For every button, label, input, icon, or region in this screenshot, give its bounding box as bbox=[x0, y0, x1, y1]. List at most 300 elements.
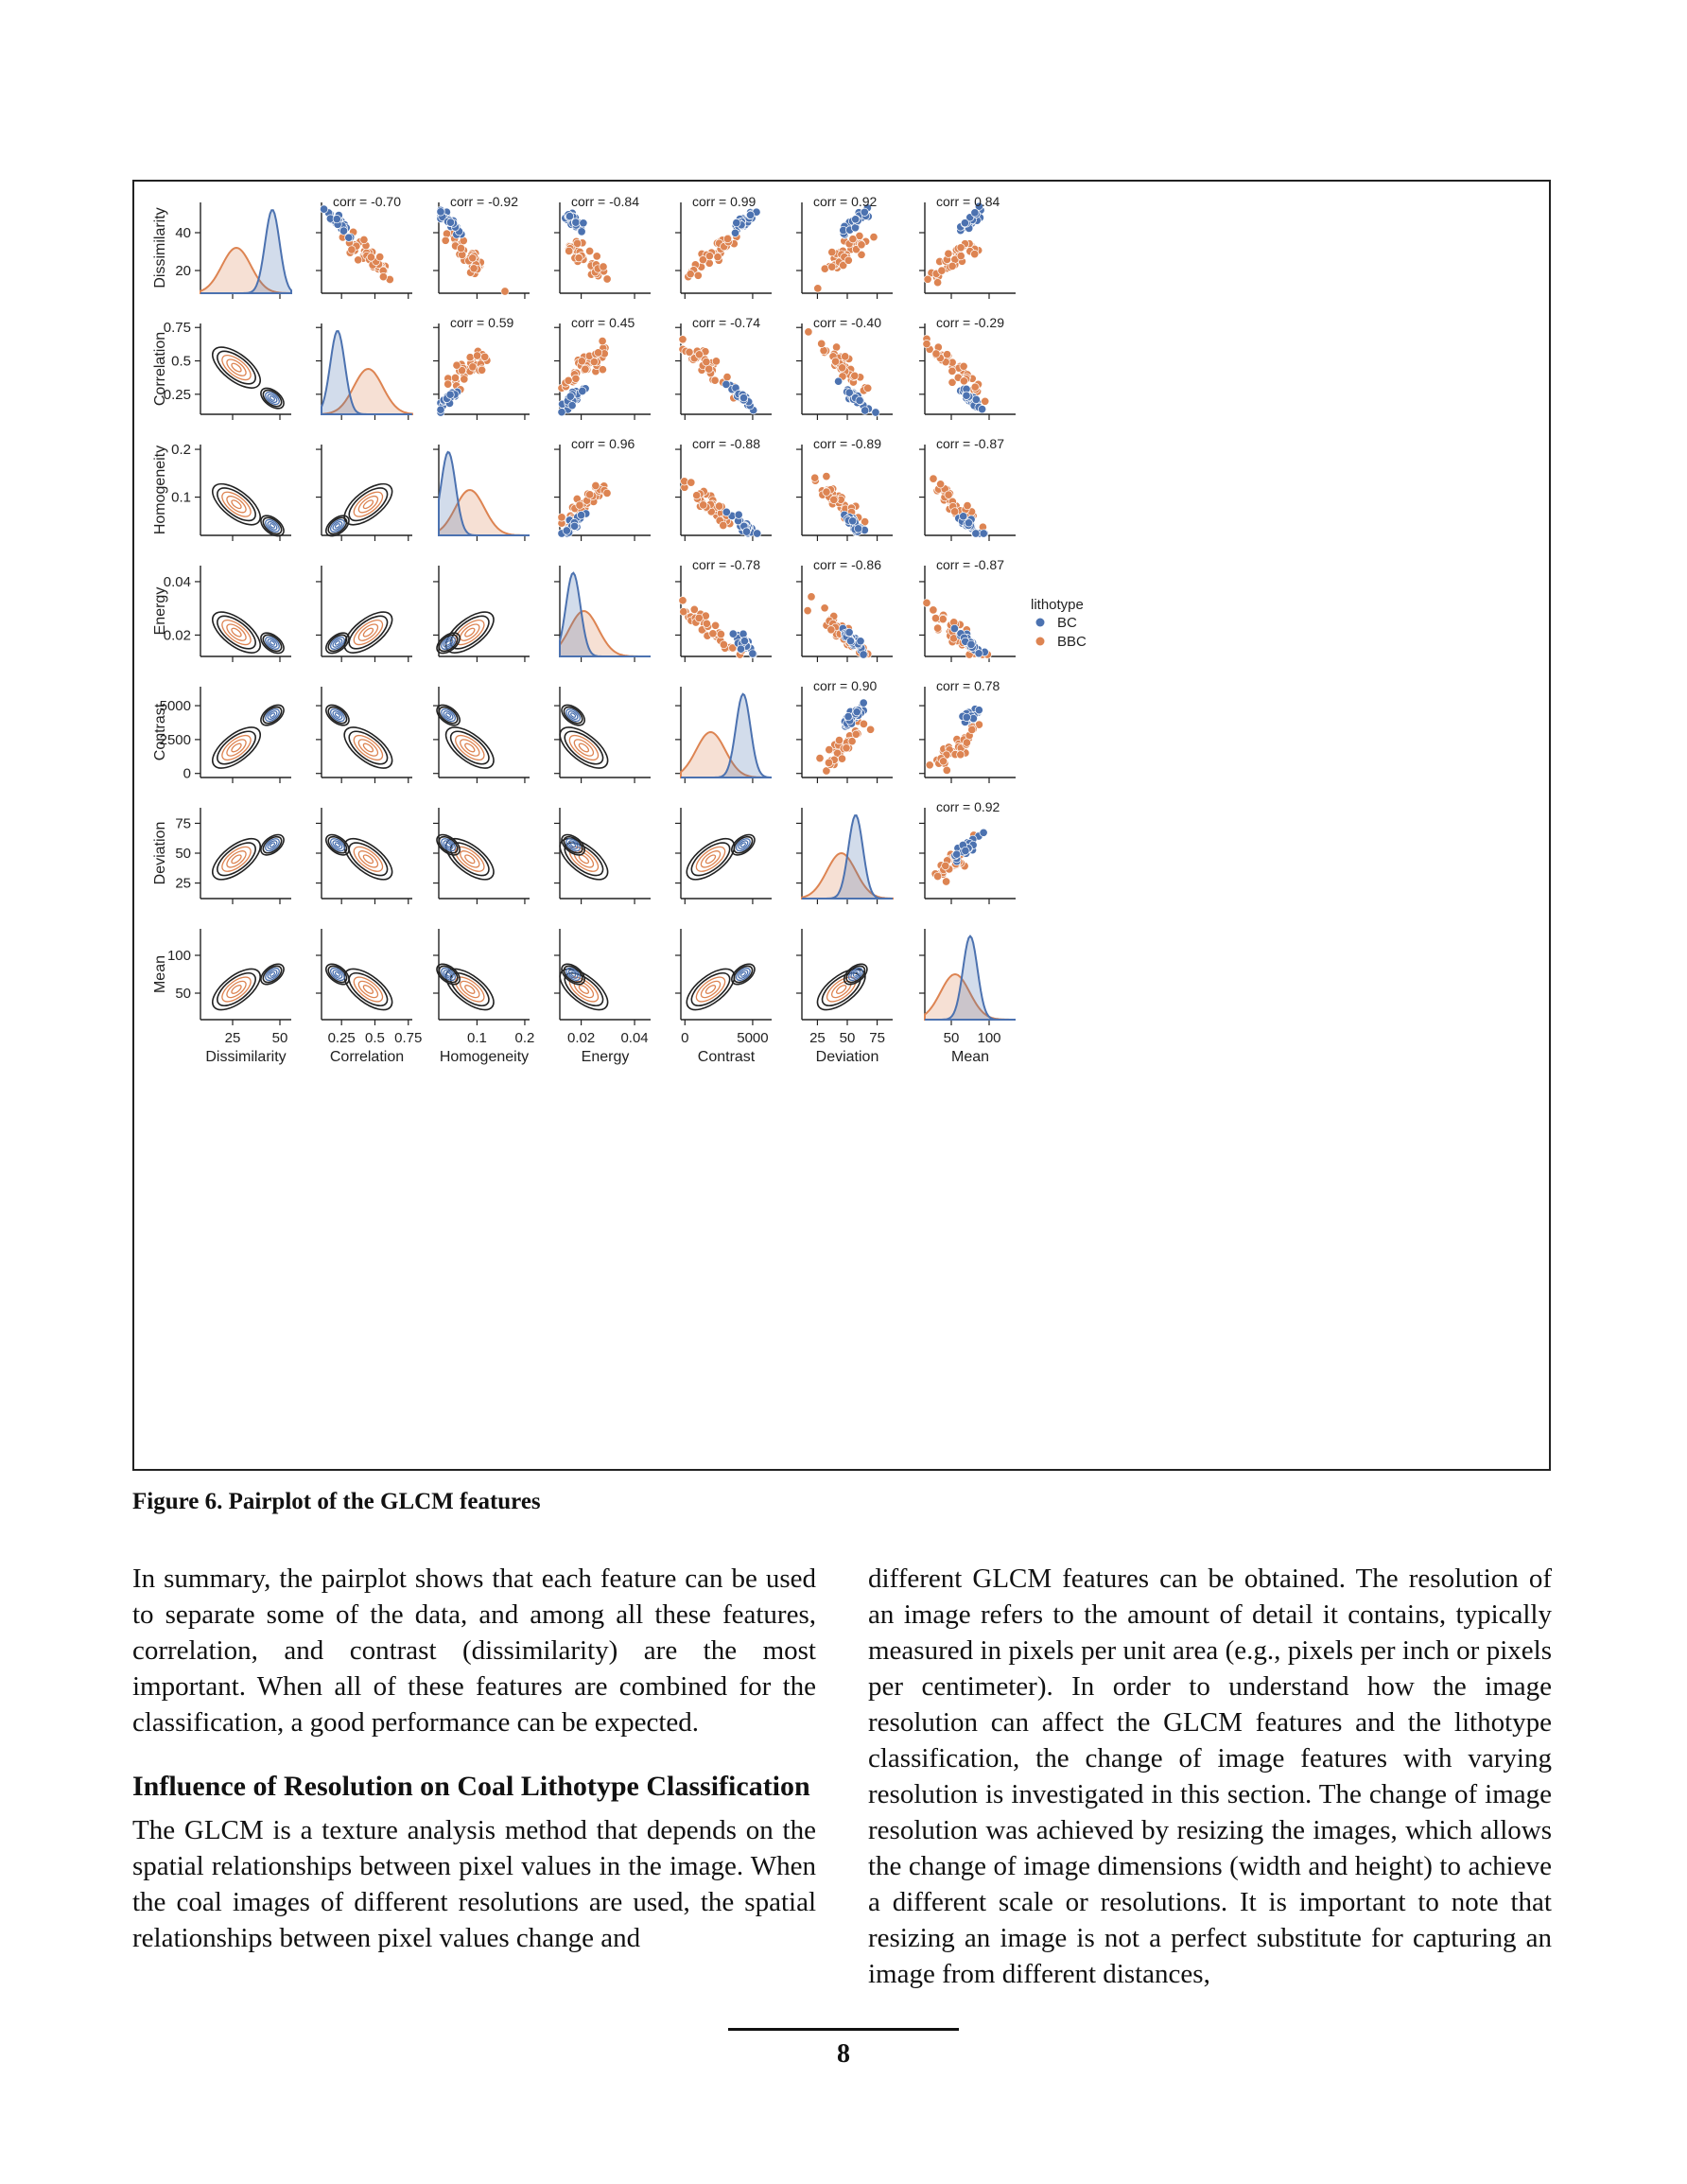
page-number: 8 bbox=[837, 2039, 850, 2069]
section-heading: Influence of Resolution on Coal Lithotype Classification bbox=[132, 1771, 810, 1802]
scatter-point-bc bbox=[578, 228, 585, 236]
scatter-point-bbc bbox=[943, 766, 950, 774]
kde-contour-bc bbox=[263, 707, 281, 724]
scatter-point-bc bbox=[846, 638, 854, 645]
correlation-label: corr = -0.70 bbox=[333, 194, 401, 209]
kde-contour-bbc bbox=[224, 493, 249, 515]
scatter-point-bbc bbox=[823, 488, 830, 496]
scatter-point-bbc bbox=[599, 337, 606, 344]
scatter-point-bc bbox=[579, 387, 586, 394]
kde-contour-bc bbox=[565, 966, 583, 983]
kde-contour-bbc bbox=[356, 621, 380, 644]
scatter-point-bbc bbox=[923, 599, 930, 606]
scatter-point-bc bbox=[739, 393, 747, 401]
scatter-point-bbc bbox=[705, 365, 713, 373]
kde-contour-bbc bbox=[218, 351, 255, 384]
scatter-point-bbc bbox=[603, 275, 611, 283]
kde-contour-bbc bbox=[692, 843, 729, 876]
scatter-point-bbc bbox=[712, 358, 720, 365]
scatter-point-bbc bbox=[932, 350, 940, 358]
scatter-point-bbc bbox=[939, 758, 947, 765]
paragraph: The GLCM is a texture analysis method that depends on the spatial relationships between pixel values in the image. When the coal images of different resolutions are used, the spatial relationships between pixel values change and bbox=[132, 1815, 816, 1953]
kde-contour-bbc bbox=[440, 961, 501, 1017]
scatter-point-bc bbox=[849, 517, 857, 525]
kde-contour-bbc bbox=[458, 978, 482, 1001]
scatter-point-bbc bbox=[823, 472, 830, 480]
scatter-point-bbc bbox=[558, 514, 565, 521]
correlation-label: corr = 0.96 bbox=[571, 436, 635, 451]
scatter-point-bbc bbox=[680, 608, 687, 616]
row-axis-label: Contrast bbox=[152, 703, 168, 761]
kde-contour-bc bbox=[257, 960, 287, 988]
kde-contour-bbc bbox=[218, 487, 255, 520]
kde-contour-bbc bbox=[218, 843, 255, 876]
scatter-point-bbc bbox=[461, 376, 468, 383]
column-axis-label: Dissimilarity bbox=[205, 1049, 287, 1065]
scatter-point-bbc bbox=[720, 640, 727, 648]
scatter-point-bbc bbox=[699, 256, 706, 264]
row-axis-label: Correlation bbox=[152, 331, 168, 407]
scatter-point-bbc bbox=[942, 862, 949, 869]
scatter-point-bc bbox=[568, 402, 576, 410]
scatter-point-bc bbox=[558, 409, 565, 416]
scatter-point-bc bbox=[834, 377, 842, 385]
scatter-point-bc bbox=[861, 407, 869, 414]
kde-contour-bbc bbox=[206, 477, 268, 533]
y-tick-label: 0.2 bbox=[171, 442, 191, 459]
figure-caption: Figure 6. Pairplot of the GLCM features bbox=[132, 1489, 541, 1514]
scatter-point-bbc bbox=[348, 246, 356, 253]
kde-contour-bbc bbox=[680, 831, 741, 887]
scatter-point-bbc bbox=[679, 336, 687, 343]
y-tick-label: 100 bbox=[166, 948, 191, 964]
scatter-point-bbc bbox=[565, 247, 573, 254]
scatter-point-bc bbox=[975, 707, 983, 714]
correlation-label: corr = 0.92 bbox=[813, 194, 878, 209]
scatter-point-bbc bbox=[852, 730, 860, 738]
kde-contour-bc bbox=[257, 629, 287, 657]
scatter-point-bbc bbox=[835, 736, 843, 743]
kde-contour-bc bbox=[322, 960, 353, 988]
paragraph: In summary, the pairplot shows that each feature can be used to separate some of the data, and among all these features, correlation, and contrast (dissimilarity) are the most important. When all of these features are combined for the classification, a good performance can be expected. bbox=[132, 1564, 816, 1738]
scatter-point-bc bbox=[580, 219, 587, 227]
scatter-point-bbc bbox=[816, 754, 824, 761]
scatter-point-bbc bbox=[603, 489, 611, 497]
scatter-point-bbc bbox=[866, 725, 874, 733]
scatter-point-bbc bbox=[478, 366, 485, 374]
scatter-point-bbc bbox=[821, 604, 828, 612]
scatter-point-bbc bbox=[838, 755, 845, 762]
scatter-point-bc bbox=[345, 234, 353, 241]
scatter-point-bbc bbox=[923, 340, 930, 347]
scatter-point-bbc bbox=[687, 271, 694, 278]
x-tick-label: 75 bbox=[869, 1030, 885, 1046]
scatter-point-bbc bbox=[582, 365, 589, 373]
scatter-point-bbc bbox=[687, 479, 695, 486]
scatter-point-bbc bbox=[723, 235, 731, 242]
scatter-point-bbc bbox=[711, 621, 719, 629]
kde-contour-bc bbox=[328, 707, 346, 724]
x-tick-label: 0 bbox=[681, 1030, 689, 1046]
scatter-point-bbc bbox=[936, 480, 944, 488]
column-axis-label: Deviation bbox=[815, 1049, 879, 1065]
scatter-point-bbc bbox=[600, 263, 607, 271]
scatter-point-bc bbox=[854, 525, 861, 533]
scatter-point-bbc bbox=[948, 262, 956, 270]
scatter-point-bbc bbox=[466, 354, 474, 361]
scatter-point-bbc bbox=[933, 279, 941, 287]
scatter-point-bbc bbox=[849, 236, 857, 243]
scatter-point-bbc bbox=[457, 244, 464, 252]
y-tick-label: 50 bbox=[175, 986, 191, 1002]
scatter-point-bbc bbox=[858, 241, 865, 249]
kde-contour-bbc bbox=[350, 972, 387, 1005]
scatter-point-bbc bbox=[573, 239, 581, 247]
scatter-point-bbc bbox=[830, 496, 838, 503]
y-tick-label: 40 bbox=[175, 225, 191, 241]
legend bbox=[1031, 597, 1087, 650]
correlation-label: corr = -0.78 bbox=[692, 557, 760, 572]
scatter-point-bbc bbox=[844, 256, 852, 264]
scatter-point-bbc bbox=[717, 630, 724, 638]
scatter-point-bbc bbox=[481, 353, 489, 360]
kde-contour-bc bbox=[257, 701, 287, 729]
scatter-point-bbc bbox=[501, 288, 509, 295]
scatter-point-bbc bbox=[930, 475, 937, 482]
scatter-point-bc bbox=[437, 406, 444, 413]
scatter-point-bbc bbox=[586, 491, 594, 498]
scatter-point-bbc bbox=[828, 248, 836, 255]
scatter-point-bc bbox=[729, 630, 737, 638]
kde-contour-bbc bbox=[571, 737, 596, 760]
kde-contour-bbc bbox=[553, 831, 615, 887]
kde-contour-bc bbox=[325, 515, 350, 537]
scatter-point-bbc bbox=[828, 263, 836, 271]
y-tick-label: 20 bbox=[175, 263, 191, 279]
scatter-point-bbc bbox=[831, 358, 839, 365]
kde-contour-bc bbox=[731, 833, 756, 856]
pairplot-chart bbox=[134, 182, 1549, 1469]
scatter-point-bbc bbox=[804, 606, 811, 614]
kde-contour-bbc bbox=[206, 831, 268, 887]
scatter-point-bc bbox=[563, 527, 570, 534]
y-tick-label: 0.25 bbox=[163, 386, 191, 403]
scatter-point-bbc bbox=[723, 373, 731, 380]
text-column-left bbox=[132, 1561, 816, 1956]
scatter-point-bc bbox=[737, 645, 744, 653]
scatter-point-bbc bbox=[963, 739, 970, 746]
y-tick-label: 0.75 bbox=[163, 320, 191, 337]
y-tick-label: 0 bbox=[183, 765, 191, 782]
scatter-point-bbc bbox=[709, 630, 717, 638]
scatter-point-bc bbox=[961, 219, 968, 227]
correlation-label: corr = 0.59 bbox=[450, 315, 514, 330]
scatter-point-bbc bbox=[943, 351, 950, 358]
kde-contour-bc bbox=[328, 517, 346, 534]
scatter-point-bbc bbox=[715, 502, 722, 510]
scatter-point-bbc bbox=[848, 738, 856, 745]
scatter-point-bc bbox=[733, 218, 740, 226]
scatter-point-bc bbox=[565, 212, 573, 219]
kde-contour-bbc bbox=[350, 731, 387, 764]
scatter-point-bbc bbox=[442, 236, 449, 244]
scatter-point-bc bbox=[446, 391, 454, 398]
scatter-point-bbc bbox=[945, 491, 952, 498]
kde-contour-bbc bbox=[680, 961, 741, 1017]
scatter-point-bc bbox=[740, 638, 748, 645]
x-tick-label: 0.75 bbox=[394, 1030, 423, 1046]
y-tick-label: 0.02 bbox=[163, 627, 191, 644]
scatter-point-bbc bbox=[957, 244, 965, 252]
scatter-point-bbc bbox=[842, 353, 849, 360]
row-axis-label: Mean bbox=[152, 954, 168, 994]
scatter-point-bbc bbox=[714, 253, 722, 261]
y-tick-label: 2500 bbox=[159, 731, 191, 748]
kde-contour-bbc bbox=[224, 847, 249, 870]
footer-rule bbox=[728, 2028, 959, 2031]
scatter-point-bbc bbox=[453, 361, 461, 369]
scatter-point-bc bbox=[746, 211, 754, 218]
scatter-point-bbc bbox=[703, 358, 710, 365]
scatter-point-bc bbox=[967, 640, 975, 648]
kde-contour-bc bbox=[257, 830, 287, 859]
legend-label-bbc: BBC bbox=[1057, 634, 1087, 650]
kde-contour-bc bbox=[260, 963, 285, 986]
text-column-right bbox=[868, 1561, 1552, 1992]
kde-contour-bc bbox=[260, 632, 285, 655]
kde-contour-bc bbox=[558, 701, 588, 729]
kde-contour-bc bbox=[731, 963, 756, 986]
kde-contour-bbc bbox=[356, 493, 380, 515]
kde-contour-bc bbox=[328, 966, 346, 983]
scatter-point-bbc bbox=[960, 377, 967, 385]
kde-contour-bc bbox=[263, 635, 281, 652]
scatter-point-bbc bbox=[576, 501, 583, 509]
kde-contour-bbc bbox=[553, 720, 615, 776]
kde-contour-bc bbox=[260, 704, 285, 726]
kde-contour-bc bbox=[263, 966, 281, 983]
scatter-point-bbc bbox=[957, 751, 965, 759]
kde-contour-bc bbox=[328, 836, 346, 853]
paragraph: different GLCM features can be obtained. The resolution of an image refers to the amount of detail it contains, typically measured in pixels per unit area (e.g., pixels per inch or pixels per centimeter). In order to understand how the image resolution can affect the GLCM features and the lithotype classification, the change of image features with varying resolution is investigated in this section. The change of image resolution was achieved by resizing the images, which allows the change of image dimensions (width and height) to achieve a different scale or resolutions. It is important to note that resizing an image is not a perfect substitute for capturing an image from different distances, bbox=[868, 1564, 1552, 1989]
column-axis-label: Energy bbox=[581, 1049, 630, 1065]
kde-contour-bbc bbox=[356, 978, 380, 1001]
row-axis-label: Dissimilarity bbox=[152, 207, 168, 288]
scatter-point-bbc bbox=[700, 501, 707, 509]
scatter-point-bbc bbox=[355, 256, 362, 264]
x-tick-label: 50 bbox=[943, 1030, 960, 1046]
scatter-point-bbc bbox=[585, 247, 593, 254]
kde-contour-bbc bbox=[458, 621, 482, 644]
scatter-point-bbc bbox=[575, 254, 583, 262]
scatter-point-bbc bbox=[930, 606, 937, 614]
kde-contour-bbc bbox=[338, 604, 399, 660]
x-tick-label: 0.04 bbox=[620, 1030, 649, 1046]
kde-contour-bbc bbox=[218, 972, 255, 1005]
scatter-point-bc bbox=[739, 630, 747, 638]
kde-contour-bc bbox=[440, 707, 458, 724]
scatter-point-bbc bbox=[818, 340, 826, 347]
scatter-point-bbc bbox=[720, 521, 727, 529]
scatter-point-bbc bbox=[686, 348, 693, 356]
kde-curve-bc bbox=[802, 815, 893, 899]
scatter-point-bbc bbox=[594, 349, 601, 357]
kde-contour-bbc bbox=[338, 961, 399, 1017]
scatter-point-bc bbox=[872, 409, 879, 416]
scatter-point-bbc bbox=[864, 384, 872, 392]
scatter-point-bbc bbox=[593, 253, 600, 260]
scatter-point-bc bbox=[570, 522, 578, 530]
scatter-point-bbc bbox=[843, 744, 850, 752]
scatter-point-bc bbox=[749, 650, 757, 657]
scatter-point-bc bbox=[856, 396, 863, 404]
scatter-point-bbc bbox=[376, 253, 384, 260]
kde-contour-bc bbox=[263, 517, 281, 534]
scatter-point-bc bbox=[731, 229, 739, 236]
scatter-point-bbc bbox=[599, 366, 606, 374]
kde-contour-bc bbox=[263, 836, 281, 853]
kde-contour-bc bbox=[328, 635, 346, 652]
kde-contour-bbc bbox=[440, 720, 501, 776]
legend-label-bc: BC bbox=[1057, 615, 1077, 631]
scatter-point-bbc bbox=[470, 265, 478, 272]
x-tick-label: 50 bbox=[839, 1030, 856, 1046]
scatter-point-bc bbox=[320, 205, 327, 213]
legend-marker-bbc bbox=[1036, 638, 1045, 646]
scatter-point-bbc bbox=[451, 374, 459, 381]
kde-contour-bc bbox=[260, 387, 285, 410]
scatter-point-bbc bbox=[860, 720, 867, 727]
figure-frame bbox=[132, 180, 1551, 1471]
row-axis-label: Homogeneity bbox=[152, 445, 168, 535]
kde-contour-bc bbox=[436, 704, 461, 726]
scatter-point-bbc bbox=[838, 364, 845, 372]
kde-contour-bbc bbox=[451, 731, 488, 764]
legend-marker-bc bbox=[1036, 619, 1045, 627]
scatter-point-bc bbox=[861, 208, 868, 216]
scatter-point-bbc bbox=[444, 380, 452, 388]
kde-contour-bc bbox=[846, 966, 864, 983]
kde-contour-bc bbox=[322, 629, 353, 657]
scatter-point-bbc bbox=[695, 351, 703, 358]
column-axis-label: Contrast bbox=[697, 1049, 756, 1065]
scatter-point-bbc bbox=[933, 624, 941, 632]
scatter-point-bc bbox=[965, 519, 972, 527]
kde-contour-bbc bbox=[206, 340, 268, 395]
kde-contour-bc bbox=[260, 515, 285, 537]
x-tick-label: 25 bbox=[224, 1030, 241, 1046]
column-axis-label: Correlation bbox=[329, 1049, 405, 1065]
scatter-point-bbc bbox=[945, 250, 952, 257]
scatter-point-bc bbox=[446, 218, 454, 226]
scatter-point-bbc bbox=[964, 501, 971, 509]
scatter-point-bc bbox=[975, 650, 983, 657]
kde-contour-bbc bbox=[224, 621, 249, 644]
x-tick-label: 50 bbox=[271, 1030, 288, 1046]
kde-contour-bc bbox=[325, 704, 350, 726]
scatter-point-bbc bbox=[693, 492, 701, 499]
scatter-point-bc bbox=[972, 530, 980, 537]
scatter-point-bbc bbox=[957, 252, 965, 259]
kde-contour-bbc bbox=[224, 737, 249, 760]
scatter-point-bc bbox=[962, 847, 969, 854]
scatter-point-bbc bbox=[982, 397, 989, 405]
correlation-label: corr = -0.86 bbox=[813, 557, 881, 572]
scatter-point-bc bbox=[860, 699, 867, 707]
scatter-point-bc bbox=[722, 508, 730, 515]
kde-contour-bc bbox=[561, 833, 585, 856]
correlation-label: corr = 0.78 bbox=[936, 678, 1000, 693]
x-tick-label: 0.1 bbox=[466, 1030, 487, 1046]
x-tick-label: 5000 bbox=[737, 1030, 769, 1046]
scatter-point-bc bbox=[963, 392, 970, 399]
scatter-point-bbc bbox=[703, 620, 710, 627]
scatter-point-bc bbox=[860, 651, 867, 658]
kde-contour-bbc bbox=[224, 978, 249, 1001]
scatter-point-bbc bbox=[960, 362, 967, 370]
scatter-point-bc bbox=[971, 209, 979, 217]
scatter-point-bbc bbox=[826, 745, 833, 753]
scatter-point-bc bbox=[754, 530, 761, 537]
scatter-point-bc bbox=[742, 528, 750, 535]
correlation-label: corr = 0.84 bbox=[936, 194, 1000, 209]
scatter-point-bbc bbox=[367, 253, 374, 261]
column-axis-label: Homogeneity bbox=[439, 1049, 530, 1065]
x-tick-label: 0.02 bbox=[566, 1030, 596, 1046]
y-tick-label: 0.04 bbox=[163, 573, 191, 590]
scatter-point-bc bbox=[963, 713, 970, 721]
correlation-label: corr = -0.87 bbox=[936, 557, 1004, 572]
kde-contour-bbc bbox=[206, 604, 268, 660]
correlation-label: corr = -0.88 bbox=[692, 436, 760, 451]
kde-contour-bc bbox=[565, 707, 583, 724]
kde-contour-bbc bbox=[218, 616, 255, 649]
y-tick-label: 25 bbox=[175, 875, 191, 892]
scatter-point-bbc bbox=[821, 265, 828, 272]
scatter-point-bbc bbox=[971, 383, 979, 391]
scatter-point-bc bbox=[853, 708, 861, 716]
scatter-point-bbc bbox=[474, 352, 481, 359]
scatter-point-bbc bbox=[379, 272, 387, 280]
scatter-point-bbc bbox=[971, 250, 979, 257]
scatter-point-bc bbox=[722, 380, 730, 388]
scatter-point-bbc bbox=[814, 285, 822, 292]
legend-title: lithotype bbox=[1031, 597, 1084, 613]
scatter-point-bc bbox=[857, 638, 864, 645]
scatter-point-bc bbox=[566, 393, 574, 400]
scatter-point-bbc bbox=[695, 614, 703, 621]
scatter-point-bbc bbox=[926, 761, 933, 769]
kde-contour-bc bbox=[436, 963, 461, 986]
scatter-point-bc bbox=[852, 216, 860, 223]
kde-contour-bbc bbox=[218, 731, 255, 764]
column-axis-label: Mean bbox=[950, 1049, 990, 1065]
scatter-point-bc bbox=[960, 513, 967, 520]
scatter-point-bbc bbox=[924, 275, 931, 283]
scatter-point-bc bbox=[572, 218, 580, 226]
y-tick-label: 0.5 bbox=[171, 353, 191, 370]
kde-contour-bbc bbox=[458, 847, 482, 870]
y-tick-label: 50 bbox=[175, 846, 191, 862]
y-tick-label: 0.1 bbox=[171, 489, 191, 506]
row-axis-label: Deviation bbox=[152, 821, 168, 885]
kde-contour-bc bbox=[734, 836, 752, 853]
scatter-point-bbc bbox=[805, 328, 812, 336]
scatter-point-bbc bbox=[942, 878, 949, 885]
correlation-label: corr = 0.99 bbox=[692, 194, 757, 209]
kde-contour-bbc bbox=[206, 720, 268, 776]
scatter-point-bbc bbox=[939, 615, 947, 622]
